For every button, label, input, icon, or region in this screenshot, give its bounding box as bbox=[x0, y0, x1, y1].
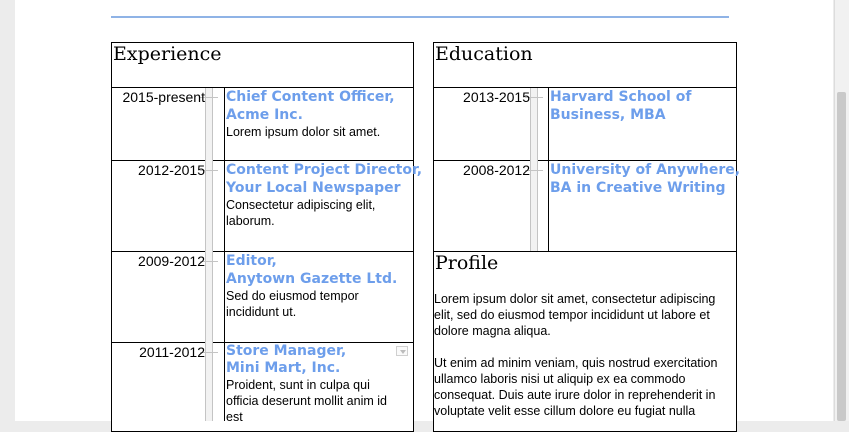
education-degree: Business, MBA bbox=[550, 107, 666, 123]
profile-line: voluptate velit esse cillum dolore eu fugiat nulla bbox=[434, 404, 696, 418]
experience-description: incididunt ut. bbox=[226, 305, 297, 319]
experience-description: Proident, sunt in culpa qui bbox=[226, 378, 370, 392]
profile-paragraph bbox=[434, 355, 734, 419]
experience-description: Consectetur adipiscing elit, bbox=[226, 198, 376, 212]
experience-role: Chief Content Officer, bbox=[226, 89, 395, 105]
experience-company: Your Local Newspaper bbox=[226, 180, 401, 196]
experience-years: 2009-2012 bbox=[138, 253, 205, 269]
profile-line: elit, sed do eiusmod tempor incididunt ut labore et bbox=[434, 308, 710, 322]
profile-title: Profile bbox=[435, 252, 499, 274]
experience-company: Mini Mart, Inc. bbox=[226, 360, 341, 376]
experience-role: Store Manager, bbox=[226, 343, 347, 359]
profile-line: Lorem ipsum dolor sit amet, consectetur adipiscing bbox=[434, 292, 716, 306]
timeline-column bbox=[205, 88, 213, 421]
experience-years: 2011-2012 bbox=[139, 344, 205, 360]
education-years: 2008-2012 bbox=[463, 162, 530, 178]
experience-description: officia deserunt mollit anim id bbox=[226, 394, 387, 408]
column-border bbox=[224, 88, 225, 421]
experience-description: est bbox=[226, 410, 243, 424]
education-title: Education bbox=[435, 43, 533, 65]
education-school: Harvard School of bbox=[550, 89, 692, 105]
experience-years: 2015-present bbox=[122, 89, 205, 105]
experience-company: Anytown Gazette Ltd. bbox=[226, 271, 398, 287]
profile-line: ullamco laboris nisi ut aliquip ex ea commodo bbox=[434, 372, 686, 386]
education-degree: BA in Creative Writing bbox=[550, 180, 726, 196]
experience-title: Experience bbox=[113, 43, 222, 65]
vertical-scrollbar[interactable] bbox=[834, 0, 849, 421]
column-border bbox=[548, 88, 549, 251]
scrollbar-thumb[interactable] bbox=[837, 92, 846, 421]
experience-description: Lorem ipsum dolor sit amet. bbox=[226, 125, 381, 139]
experience-description: Sed do eiusmod tempor bbox=[226, 289, 359, 303]
header-rule bbox=[111, 16, 729, 18]
profile-line: consequat. Duis aute irure dolor in reprehenderit in bbox=[434, 388, 716, 402]
chevron-down-icon[interactable] bbox=[396, 346, 408, 356]
experience-years: 2012-2015 bbox=[138, 162, 205, 178]
education-years: 2013-2015 bbox=[463, 89, 530, 105]
experience-role: Content Project Director, bbox=[226, 162, 423, 178]
experience-role: Editor, bbox=[226, 253, 277, 269]
experience-company: Acme Inc. bbox=[226, 107, 303, 123]
education-school: University of Anywhere, bbox=[550, 162, 741, 178]
profile-line: Ut enim ad minim veniam, quis nostrud exercitation bbox=[434, 356, 718, 370]
experience-description: laborum. bbox=[226, 214, 275, 228]
profile-line: dolore magna aliqua. bbox=[434, 324, 551, 338]
profile-paragraph bbox=[434, 291, 734, 339]
